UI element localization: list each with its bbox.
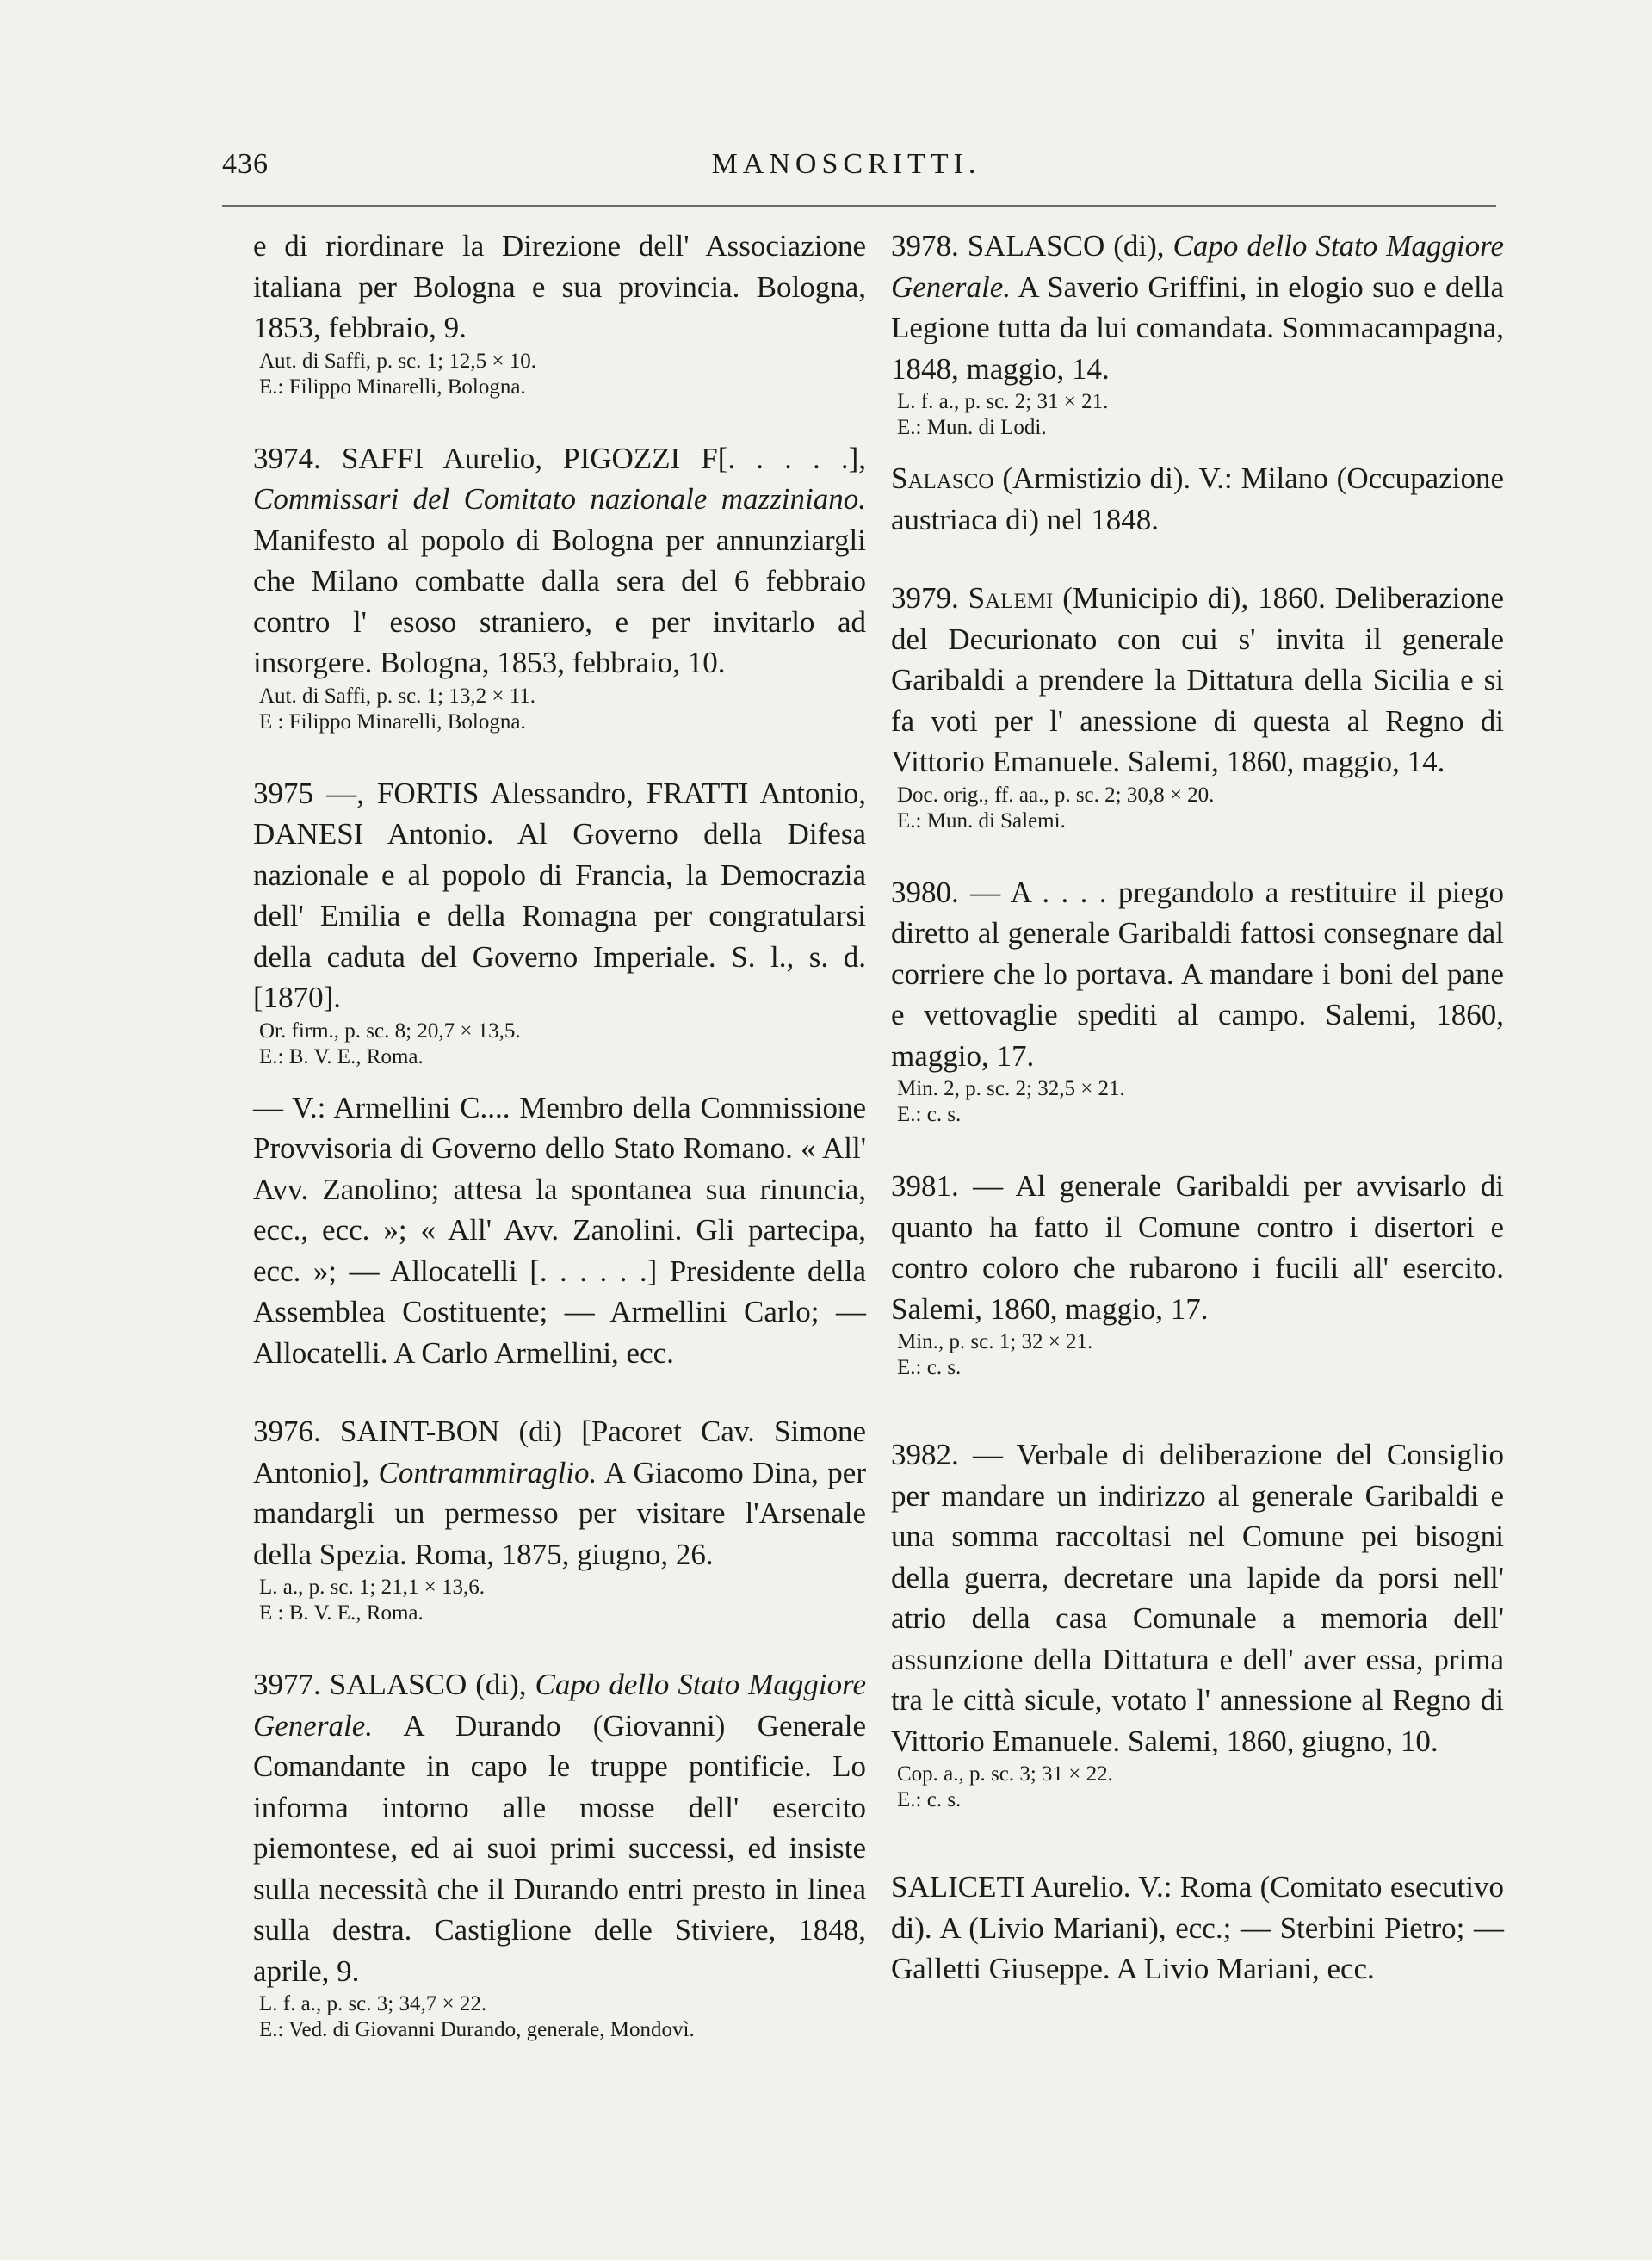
entry-note: Min., p. sc. 1; 32 × 21. [897,1330,1093,1353]
entry-text: 3981. — Al generale Garibaldi per avvisarlo di quanto ha fatto il Comune contro i disertori e contro coloro che rubarono i fucili all' esercito. Salemi, 1860, maggio, 17. [891,1169,1504,1326]
entry-text: 3977. SALASCO (di), Capo dello Stato Maggiore Generale. A Durando (Giovanni) Generale Comandante in capo le truppe pontificie. Lo informa intorno alle mosse dell' esercito piemontese, ed ai suoi primi successi, ed insiste sulla necessità che il Durando entri presto in linea sulla destra. Castiglione delle Stiviere, 1848, aprile, 9. [253,1668,867,1988]
entry-armellini [253,1087,866,1374]
entry-note: E.: c. s. [897,1356,962,1379]
entry-note: Aut. di Saffi, p. sc. 1; 12,5 × 10. [259,349,536,373]
entry-3974 [253,438,866,735]
entry-3975 [253,773,866,1070]
entry-text: 3978. SALASCO (di), Capo dello Stato Maggiore Generale. A Saverio Griffini, in elogio suo e della Legione tutta da lui comandata. Sommacampagna, 1848, maggio, 14. [891,229,1505,386]
entry-text: 3974. SAFFI Aurelio, PIGOZZI F[. . . . .], Commissari del Comitato nazionale mazziniano. Manifesto al popolo di Bologna per annunziargli che Milano combatte dalla sera del 6 febbraio contro l' esoso straniero, e per invitarlo ad insorgere. Bologna, 1853, febbraio, 10. [253,441,866,679]
entry-note: L. f. a., p. sc. 2; 31 × 21. [897,390,1109,413]
entry-text: 3976. SAINT-BON (di) [Pacoret Cav. Simone Antonio], Contrammiraglio. A Giacomo Dina, per mandargli un permesso per visitare l'Arsenale della Spezia. Roma, 1875, giugno, 26. [253,1415,866,1571]
entry-note: Doc. orig., ff. aa., p. sc. 2; 30,8 × 20. [897,783,1215,807]
entry-note: E.: c. s. [897,1103,962,1126]
entry-text: 3982. — Verbale di deliberazione del Consiglio per mandare un indirizzo al generale Garibaldi e una somma raccoltasi nel Comune pei bisogni della guerra, decretare una lapide da porsi nell' atrio della casa Comunale a memoria dell' assunzione della Dittatura e dell' aver essa, prima tra le città sicule, votato l' annessione al Regno di Vittorio Emanuele. Salemi, 1860, giugno, 10. [891,1438,1504,1758]
entry-note: E : B. V. E., Roma. [259,1601,424,1625]
running-title: MANOSCRITTI. [711,148,981,180]
page-header [222,148,1470,191]
entry-text: e di riordinare la Direzione dell' Associazione italiana per Bologna e sua provincia. Bologna, 1853, febbraio, 9. [253,229,866,344]
entry-note: Cop. a., p. sc. 3; 31 × 22. [897,1762,1113,1786]
entry-continued [253,226,866,400]
entry-3980 [891,872,1504,1129]
entry-note: Aut. di Saffi, p. sc. 1; 13,2 × 11. [259,684,536,708]
entry-note: L. f. a., p. sc. 3; 34,7 × 22. [259,1992,487,2015]
entry-3979 [891,578,1504,834]
entry-armistizio [891,458,1504,540]
entry-note: E.: Ved. di Giovanni Durando, generale, Mondovì. [259,2018,695,2041]
entry-3982 [891,1434,1504,1813]
right-column [891,226,1504,1990]
entry-text: SALICETI Aurelio. V.: Roma (Comitato esecutivo di). A (Livio Mariani), ecc.; — Sterbini Pietro; — Galletti Giuseppe. A Livio Mariani, ecc. [891,1870,1504,1985]
entry-text: 3980. — A . . . . pregandolo a restituire il piego diretto al generale Garibaldi fattosi consegnare dal corriere che lo portava. A mandare i boni del pane e vettovaglie spediti al campo. Salemi, 1860, maggio, 17. [891,875,1504,1073]
entry-note: E.: Filippo Minarelli, Bologna. [259,375,526,399]
entry-3977 [253,1664,866,2043]
entry-note: Min. 2, p. sc. 2; 32,5 × 21. [897,1077,1125,1100]
entry-3976 [253,1411,866,1626]
entry-text: Salasco (Armistizio di). V.: Milano (Occupazione austriaca di) nel 1848. [891,461,1505,536]
entry-note: L. a., p. sc. 1; 21,1 × 13,6. [259,1576,485,1599]
entry-note: E.: c. s. [897,1788,962,1811]
entry-note: E : Filippo Minarelli, Bologna. [259,709,526,734]
left-column [253,226,866,2043]
entry-text: — V.: Armellini C.... Membro della Commissione Provvisoria di Governo dello Stato Romano. « All' Avv. Zanolino; attesa la spontanea sua rinuncia, ecc., ecc. »; « All' Avv. Zanolini. Gli partecipa, ecc. »; — Allocatelli [. . . . . .] Presidente della Assemblea Costituente; — Armellini Carlo; — Allocatelli. A Carlo Armellini, ecc. [253,1090,866,1370]
entry-3981 [891,1166,1504,1381]
entry-text: 3979. Salemi (Municipio di), 1860. Deliberazione del Decurionato con cui s' invita il generale Garibaldi a prendere la Dittatura della Sicilia e si fa voti per l' anessione di questa al Regno di Vittorio Emanuele. Salemi, 1860, maggio, 14. [891,581,1505,778]
entry-note: E.: Mun. di Salemi. [897,808,1066,833]
entry-text: 3975 —, FORTIS Alessandro, FRATTI Antonio, DANESI Antonio. Al Governo della Difesa nazionale e al popolo di Francia, la Democrazia dell' Emilia e della Romagna per congratularsi della caduta del Governo Imperiale. S. l., s. d. [1870]. [253,776,866,1014]
header-rule [222,205,1496,207]
entry-note: E.: B. V. E., Roma. [259,1044,424,1068]
page-number: 436 [222,148,269,180]
entry-note: Or. firm., p. sc. 8; 20,7 × 13,5. [259,1019,521,1043]
entry-saliceti [891,1867,1504,1990]
entry-3978 [891,226,1504,441]
entry-note: E.: Mun. di Lodi. [897,416,1047,439]
